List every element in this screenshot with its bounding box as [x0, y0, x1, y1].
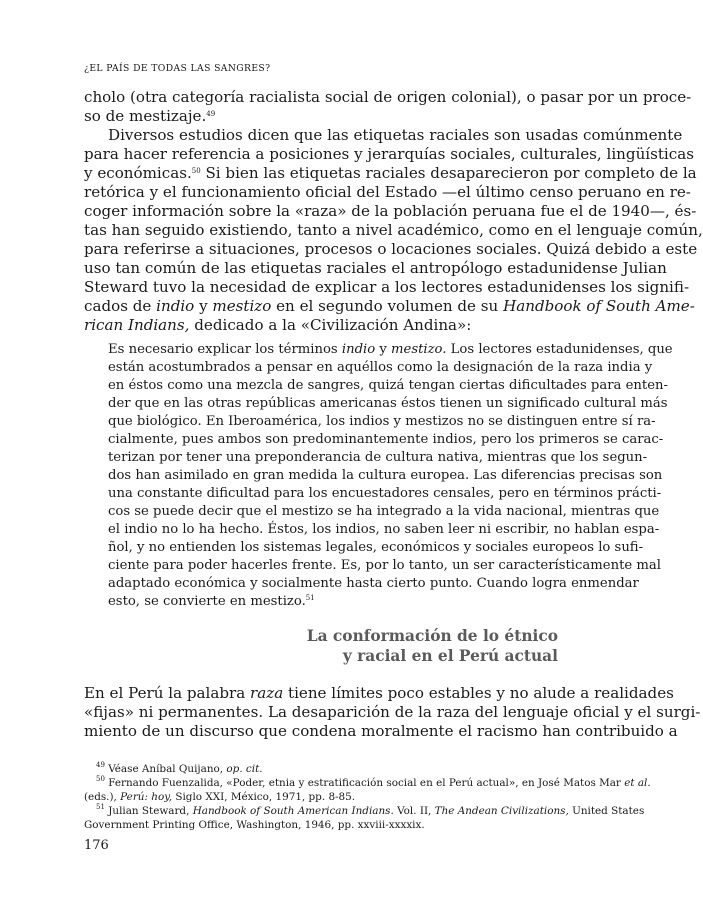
body-line: «fijas» ni permanentes. La desaparición de la raza del lenguaje oficial y el surgi- — [84, 703, 701, 721]
footnote-ref: 50 — [191, 167, 201, 175]
body-line: Steward tuvo la necesidad de explicar a los lectores estadunidenses los signifi- — [84, 278, 690, 296]
quote-line: cialmente, pues ambos son predominantemente indios, pero los primeros se carac- — [108, 432, 664, 447]
footnote: (eds.), Perú: hoy, Siglo XXI, México, 1971, pp. 8-85. — [84, 791, 356, 803]
quote-line: Es necesario explicar los términos indio y mestizo. Los lectores estadunidenses, que — [108, 342, 673, 357]
quote-line: cos se puede decir que el mestizo se ha integrado a la vida nacional, mientras que — [108, 504, 660, 519]
quote-line: dos han asimilado en gran medida la cultura europea. Las diferencias precisas son — [108, 468, 663, 483]
quote-line: una constante dificultad para los encuestadores censales, pero en términos prácti- — [108, 486, 662, 501]
body-line: miento de un discurso que condena moralmente el racismo han contribuido a — [84, 722, 678, 740]
body-line: cados de indio y mestizo en el segundo volumen de su Handbook of South Ame- — [84, 297, 695, 315]
page-number: 176 — [84, 838, 109, 853]
body-line: En el Perú la palabra raza tiene límites poco estables y no alude a realidades — [84, 684, 674, 702]
body-line: cholo (otra categoría racialista social de origen colonial), o pasar por un proce- — [84, 88, 692, 106]
body-line: para hacer referencia a posiciones y jerarquías sociales, culturales, lingüísticas — [84, 145, 694, 163]
footnote: $^{49}$ Véase Aníbal Quijano, op. cit. — [96, 761, 263, 775]
footnote-ref: 49 — [206, 110, 216, 118]
body-line: para referirse a situaciones, procesos o locaciones sociales. Quizá debido a este — [84, 240, 698, 258]
footnote: Government Printing Office, Washington, 1946, pp. xxviii-xxxxix. — [84, 819, 425, 831]
quote-line: ñol, y no entienden los sistemas legales, económicos y sociales europeos lo sufi- — [108, 540, 644, 555]
body-line: Diversos estudios dicen que las etiquetas raciales son usadas comúnmente — [108, 126, 683, 144]
body-line: y económicas.$^{50}$ Si bien las etiquetas raciales desaparecieron por completo de la — [84, 164, 697, 182]
footnote: $^{50}$ Fernando Fuenzalida, «Poder, etnia y estratificación social en el Perú actual», en José Matos Mar et al. — [96, 775, 651, 789]
body-line: rican Indians, dedicado a la «Civilización Andina»: — [84, 316, 472, 334]
quote-line: que biológico. En Iberoamérica, los indios y mestizos no se distinguen entre sí ra- — [108, 414, 656, 429]
quote-line: der que en las otras repúblicas americanas éstos tienen un significado cultural más — [108, 396, 668, 411]
section-heading: La conformación de lo étnico — [306, 627, 558, 645]
quote-line: el indio no lo ha hecho. Éstos, los indios, no saben leer ni escribir, no hablan espa- — [108, 522, 660, 537]
quote-line: terizan por tener una preponderancia de cultura nativa, mientras que los segun- — [108, 450, 648, 465]
quote-line: adaptado económica y socialmente hasta cierto punto. Cuando logra enmendar — [108, 576, 639, 591]
body-line: coger información sobre la «raza» de la población peruana fue el de 1940—, és- — [84, 202, 697, 220]
quote-line: en éstos como una mezcla de sangres, quizá tengan ciertas dificultades para enten- — [108, 378, 668, 393]
body-line: uso tan común de las etiquetas raciales el antropólogo estadunidense Julian — [84, 259, 667, 277]
body-line: retórica y el funcionamiento oficial del Estado —el último censo peruano en re- — [84, 183, 691, 201]
quote-line: ciente para poder hacerles frente. Es, por lo tanto, un ser característicamente mal — [108, 558, 661, 573]
body-line: tas han seguido existiendo, tanto a nivel académico, como en el lenguaje común, — [84, 221, 703, 239]
section-heading: y racial en el Perú actual — [342, 647, 558, 665]
running-head: ¿EL PAÍS DE TODAS LAS SANGRES? — [84, 63, 271, 74]
quote-line: están acostumbrados a pensar en aquéllos como la designación de la raza india y — [108, 360, 653, 375]
quote-line: esto, se convierte en mestizo.$^{51}$ — [108, 594, 315, 609]
footnote-ref: 51 — [305, 594, 315, 602]
footnote: $^{51}$ Julian Steward, Handbook of South American Indians. Vol. II, The Andean Civilizations, United States — [96, 803, 645, 817]
body-line: so de mestizaje.$^{49}$ — [84, 107, 216, 125]
